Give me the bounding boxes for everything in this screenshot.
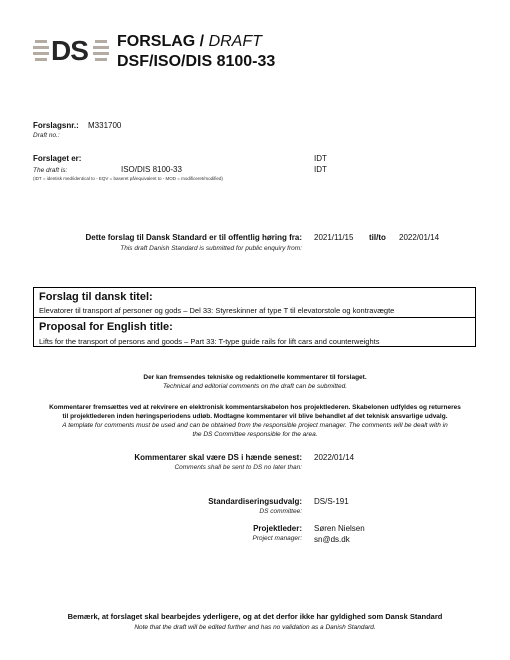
deadline-date: 2022/01/14 [314, 453, 355, 462]
enquiry-label: Dette forslag til Dansk Standard er til offentlig høring fra: [85, 233, 302, 242]
comments-para-en-2: the DS Committee responsible for the area. [192, 431, 318, 438]
equivalence-code-head: IDT [314, 154, 327, 163]
equivalence-label: Forslaget er: [33, 154, 82, 163]
equivalence-sub: The draft is: [33, 167, 68, 174]
danish-title: Elevatorer til transport af personer og gods – Del 33: Styreskinner af type T til elevatorstole og kontravægte [39, 306, 395, 315]
enquiry-from-date: 2021/11/15 [314, 233, 354, 242]
ds-logo [33, 35, 109, 66]
enquiry-sub: This draft Danish Standard is submitted for public enquiry from: [120, 245, 302, 252]
deadline-sub: Comments shall be sent to DS no later than: [174, 464, 302, 471]
footer-note-en: Note that the draft will be edited further and has no validation as a Danish Standard. [134, 624, 376, 631]
logo-stripes-right [93, 40, 109, 64]
comments-line-en: Technical and editorial comments on the draft can be submitted. [162, 383, 348, 390]
comments-line-da: Der kan fremsendes tekniske og redaktionelle kommentarer til forslaget. [143, 374, 367, 381]
footer-note-da: Bemærk, at forslaget skal bearbejdes yderligere, og at det derfor ikke har gyldighed som Dansk Standard [67, 612, 443, 621]
proposal-number-label: Forslagsnr.: [33, 121, 79, 130]
equivalence-value: ISO/DIS 8100-33 [121, 165, 182, 174]
english-title: Lifts for the transport of persons and goods – Part 33: T-type guide rails for lift cars and counterweights [39, 337, 380, 346]
manager-email[interactable]: sn@ds.dk [314, 535, 350, 544]
logo-text: DS [51, 35, 88, 66]
standard-number: DSF/ISO/DIS 8100-33 [117, 53, 276, 70]
proposal-number-value: M331700 [88, 121, 122, 130]
proposal-number-sub: Draft no.: [33, 132, 60, 139]
manager-sub: Project manager: [252, 535, 302, 542]
title-draft: DRAFT [208, 33, 262, 50]
title-box-divider [34, 317, 475, 318]
title-box [33, 287, 476, 347]
enquiry-to-label: til/to [369, 233, 386, 242]
english-title-heading: Proposal for English title: [39, 321, 173, 333]
committee-label: Standardiseringsudvalg: [208, 497, 302, 506]
committee-sub: DS committee: [259, 508, 302, 515]
enquiry-to-date: 2022/01/14 [399, 233, 440, 242]
manager-label: Projektleder: [253, 524, 302, 533]
equivalence-legend: (IDT = identisk med/identical to - EQV = baseret på/equivalent to - MOD = modificeret/modified) [33, 176, 223, 181]
danish-title-heading: Forslag til dansk titel: [39, 291, 153, 303]
equivalence-code: IDT [314, 165, 327, 174]
comments-para-en-1: A template for comments must be used and can be obtained from the responsible project manager. The comments will be dealt with in [62, 422, 448, 429]
comments-para-da-1: Kommentarer fremsættes ved at rekvirere en elektronisk kommentarskabelon hos projektlederen. Skabelonen udfyldes og returneres [49, 404, 461, 411]
committee-value: DS/S-191 [314, 497, 349, 506]
deadline-label: Kommentarer skal være DS i hænde senest: [134, 453, 302, 462]
title-prefix: FORSLAG / [117, 33, 209, 50]
manager-name: Søren Nielsen [314, 524, 365, 533]
comments-para-da-2: til projektlederen inden høringsperiodens udløb. Modtagne kommentarer vil blive behandlet af det teknisk ansvarlige udvalg. [62, 413, 448, 420]
logo-stripes-left [33, 40, 49, 64]
document-title [117, 33, 262, 51]
